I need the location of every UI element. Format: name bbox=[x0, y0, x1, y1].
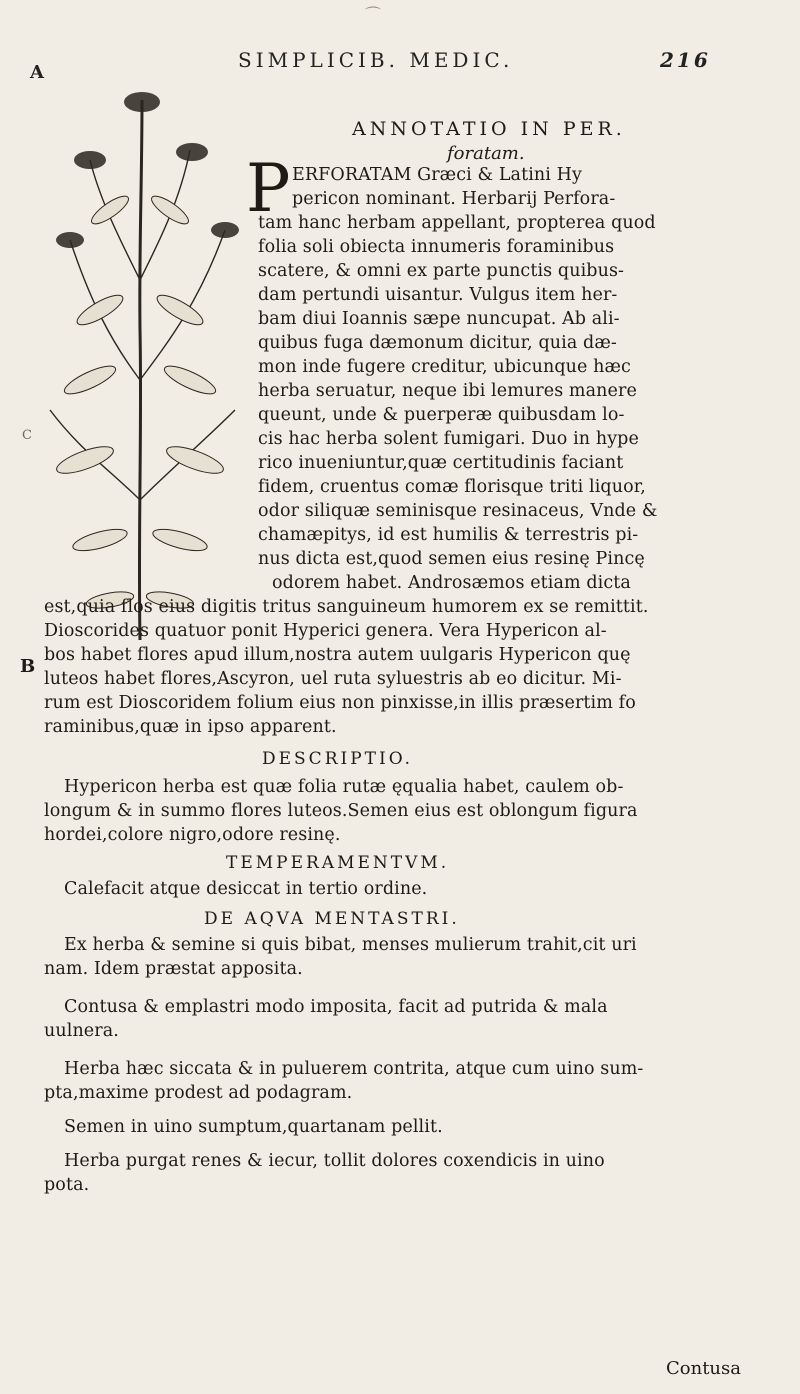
text-line: mon inde fugere creditur, ubicunque hæc bbox=[258, 357, 631, 377]
catchword: Contusa bbox=[666, 1358, 741, 1379]
text-line: queunt, unde & puerperæ quibusdam lo- bbox=[258, 405, 625, 425]
text-line: Contusa & emplastri modo imposita, facit ad putrida & mala bbox=[64, 997, 608, 1017]
temperamentum-heading: TEMPERAMENTVM. bbox=[226, 853, 450, 873]
text-line: folia soli obiecta innumeris foraminibus bbox=[258, 237, 615, 257]
text-line: Calefacit atque desiccat in tertio ordine. bbox=[64, 879, 428, 899]
text-line: dam pertundi uisantur. Vulgus item her- bbox=[258, 285, 618, 305]
plant-illustration bbox=[30, 80, 255, 645]
annotatio-title: ANNOTATIO IN PER. bbox=[352, 118, 626, 140]
descriptio-heading: DESCRIPTIO. bbox=[262, 749, 414, 769]
text-line: pericon nominant. Herbarij Perfora- bbox=[292, 189, 616, 209]
annotatio-subtitle: foratam. bbox=[447, 143, 525, 164]
text-line: rum est Dioscoridem folium eius non pinxisse,in illis præsertim fo bbox=[44, 693, 636, 713]
text-line: luteos habet flores,Ascyron, uel ruta syluestris ab eo dicitur. Mi- bbox=[44, 669, 622, 689]
text-line: nam. Idem præstat apposita. bbox=[44, 959, 303, 979]
text-line: pota. bbox=[44, 1175, 90, 1195]
text-line: scatere, & omni ex parte punctis quibus- bbox=[258, 261, 625, 281]
text-line: bos habet flores apud illum,nostra autem uulgaris Hypericon quę bbox=[44, 645, 631, 665]
text-line: herba seruatur, neque ibi lemures manere bbox=[258, 381, 637, 401]
text-line: uulnera. bbox=[44, 1021, 119, 1041]
text-line: Hypericon herba est quæ folia rutæ ęqualia habet, caulem ob- bbox=[64, 777, 624, 797]
text-line: raminibus,quæ in ipso apparent. bbox=[44, 717, 337, 737]
text-line: rico inueniuntur,quæ certitudinis faciant bbox=[258, 453, 624, 473]
running-head: SIMPLICIB. MEDIC. bbox=[238, 48, 514, 72]
de-aqua-heading: DE AQVA MENTASTRI. bbox=[204, 909, 460, 929]
text-line: odorem habet. Androsæmos etiam dicta bbox=[272, 573, 631, 593]
text-line: longum & in summo flores luteos.Semen eius est oblongum figura bbox=[44, 801, 638, 821]
text-line: hordei,colore nigro,odore resinę. bbox=[44, 825, 341, 845]
text-line: est,quia flos eius digitis tritus sanguineum humorem ex se remittit. bbox=[44, 597, 649, 617]
page-number: 216 bbox=[660, 48, 711, 72]
text-line: Ex herba & semine si quis bibat, menses mulierum trahit,cit uri bbox=[64, 935, 637, 955]
side-mark-c: C bbox=[22, 428, 32, 443]
text-line: Semen in uino sumptum,quartanam pellit. bbox=[64, 1117, 443, 1137]
text-line: Herba purgat renes & iecur, tollit dolores coxendicis in uino bbox=[64, 1151, 605, 1171]
margin-letter-a: A bbox=[30, 62, 47, 83]
text-line: cis hac herba solent fumigari. Duo in hype bbox=[258, 429, 639, 449]
text-line: chamæpitys, id est humilis & terrestris pi- bbox=[258, 525, 639, 545]
text-line: nus dicta est,quod semen eius resinę Pincę bbox=[258, 549, 645, 569]
text-line: tam hanc herbam appellant, propterea quod bbox=[258, 213, 656, 233]
text-line: bam diui Ioannis sæpe nuncupat. Ab ali- bbox=[258, 309, 620, 329]
margin-letter-b: B bbox=[20, 656, 36, 677]
text-line: fidem, cruentus comæ florisque triti liquor, bbox=[258, 477, 646, 497]
text-line: pta,maxime prodest ad podagram. bbox=[44, 1083, 353, 1103]
text-line: Herba hæc siccata & in puluerem contrita, atque cum uino sum- bbox=[64, 1059, 644, 1079]
text-line: ERFORATAM Græci & Latini Hy bbox=[292, 165, 582, 185]
text-line: quibus fuga dæmonum dicitur, quia dæ- bbox=[258, 333, 617, 353]
text-line: odor siliquæ seminisque resinaceus, Vnde & bbox=[258, 501, 658, 521]
drop-cap: P bbox=[246, 150, 291, 227]
text-line: Dioscorides quatuor ponit Hyperici genera. Vera Hypericon al- bbox=[44, 621, 607, 641]
top-mark: ⌒ bbox=[365, 5, 382, 24]
